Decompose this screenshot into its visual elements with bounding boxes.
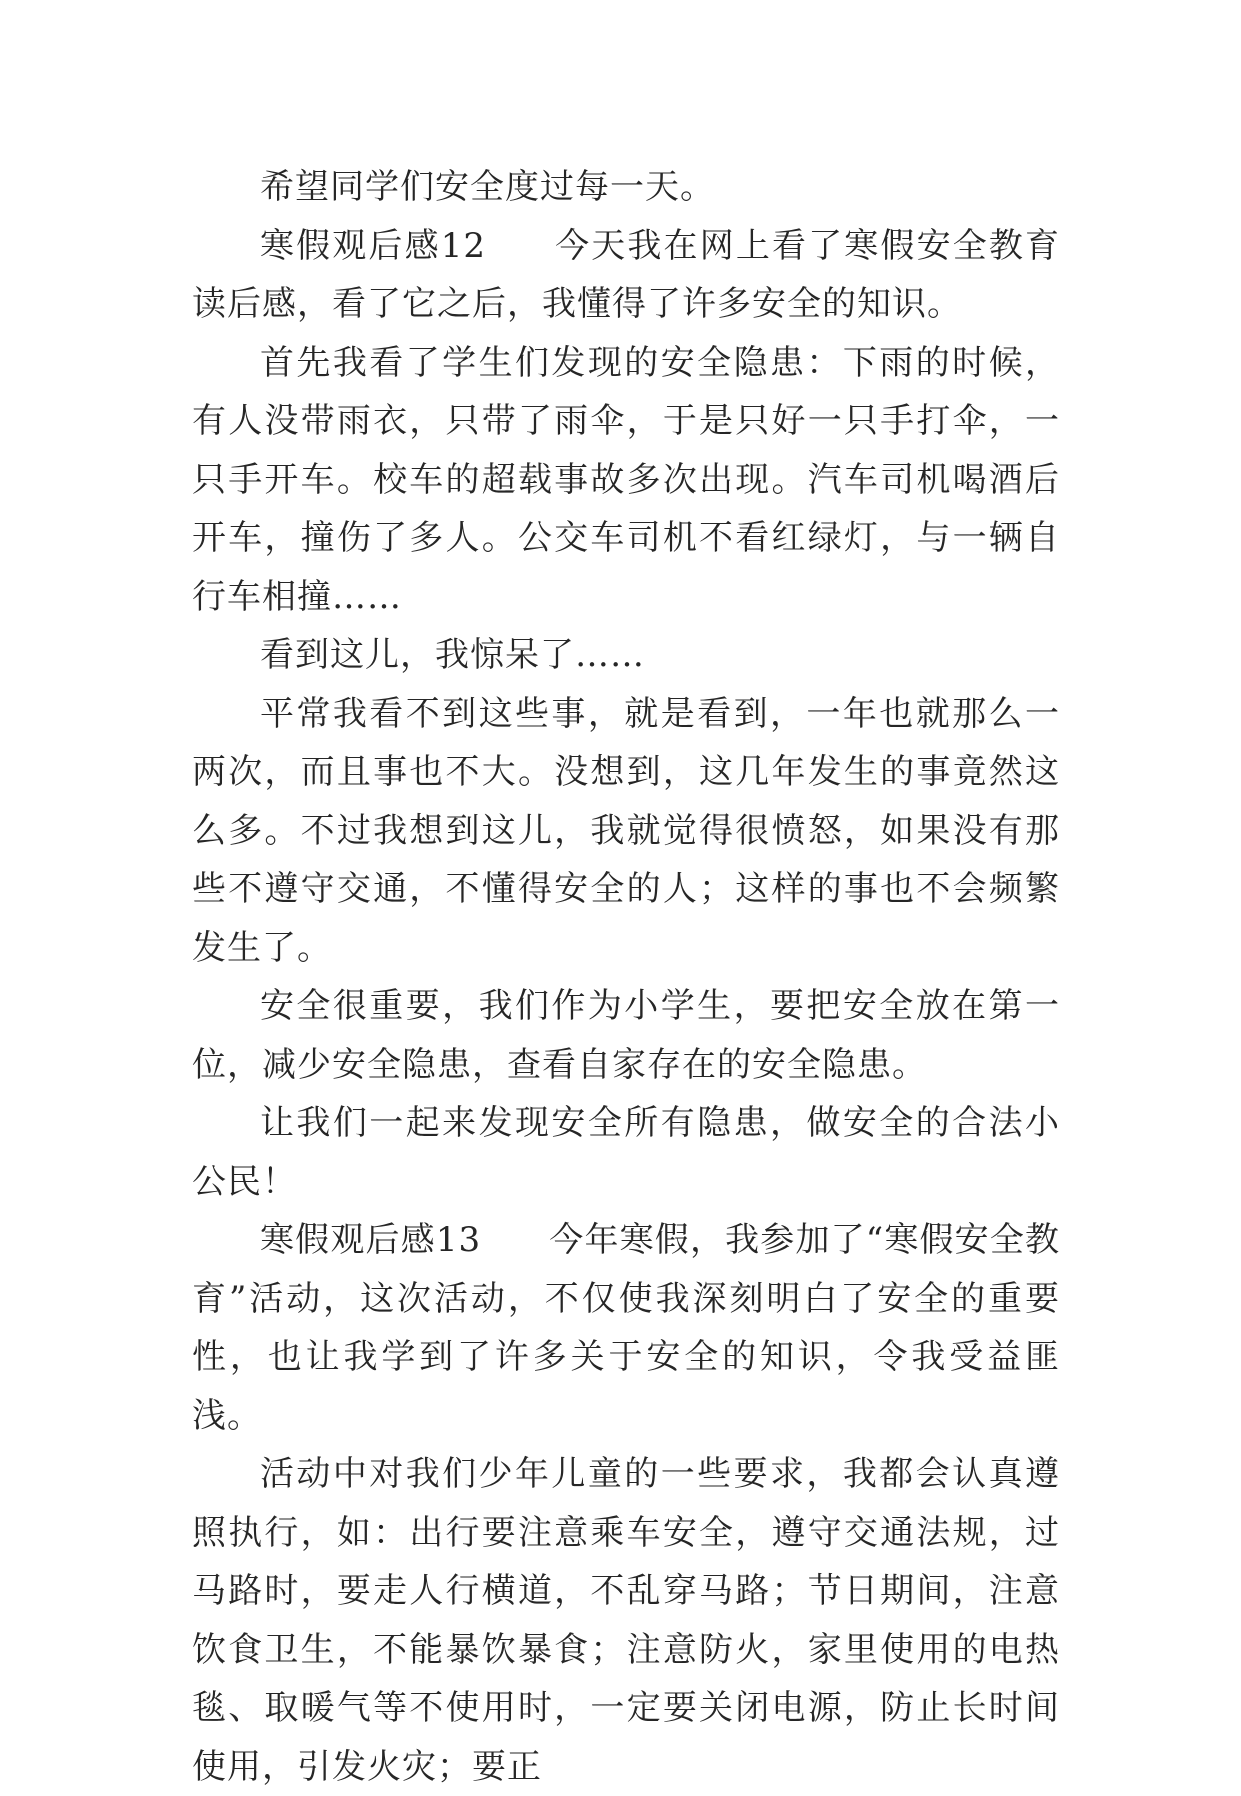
document-body [192,158,1060,1796]
paragraph [192,1094,1060,1211]
paragraph [192,1211,1060,1445]
paragraph [192,977,1060,1094]
paragraph-text: 今天我在网上看了寒假安全教育读后感，看了它之后，我懂得了许多安全的知识。 [192,225,1060,324]
paragraph-text: 安全很重要，我们作为小学生，要把安全放在第一位，减少安全隐患，查看自家存在的安全隐患。 [192,986,1060,1085]
section-heading: 寒假观后感12 [260,225,486,266]
paragraph [192,158,1060,217]
paragraph [192,217,1060,334]
paragraph-text: 今年寒假，我参加了“寒假安全教育”活动，这次活动，不仅使我深刻明白了安全的重要性，也让我学到了许多关于安全的知识，令我受益匪浅。 [192,1220,1060,1436]
paragraph-text: 希望同学们安全度过每一天。 [260,167,715,207]
paragraph-text: 平常我看不到这些事，就是看到，一年也就那么一两次，而且事也不大。没想到，这几年发生的事竟然这么多。不过我想到这儿，我就觉得很愤怒，如果没有那些不遵守交通，不懂得安全的人；这样的事也不会频繁发生了。 [192,693,1060,968]
paragraph [192,334,1060,627]
paragraph-text: 活动中对我们少年儿童的一些要求，我都会认真遵照执行，如：出行要注意乘车安全，遵守交通法规，过马路时，要走人行横道，不乱穿马路；节日期间，注意饮食卫生，不能暴饮暴食；注意防火，家里使用的电热毯、取暖气等不使用时，一定要关闭电源，防止长时间使用，引发火灾；要正 [192,1454,1060,1787]
paragraph [192,685,1060,978]
section-heading: 寒假观后感13 [260,1220,482,1260]
paragraph-text: 首先我看了学生们发现的安全隐患：下雨的时候，有人没带雨衣，只带了雨伞，于是只好一只手打伞，一只手开车。校车的超载事故多次出现。汽车司机喝酒后开车，撞伤了多人。公交车司机不看红绿灯，与一辆自行车相撞…… [192,342,1060,617]
paragraph [192,1445,1060,1796]
paragraph-text: 看到这儿，我惊呆了…… [260,635,645,675]
paragraph [192,626,1060,685]
paragraph-text: 让我们一起来发现安全所有隐患，做安全的合法小公民！ [192,1103,1060,1202]
